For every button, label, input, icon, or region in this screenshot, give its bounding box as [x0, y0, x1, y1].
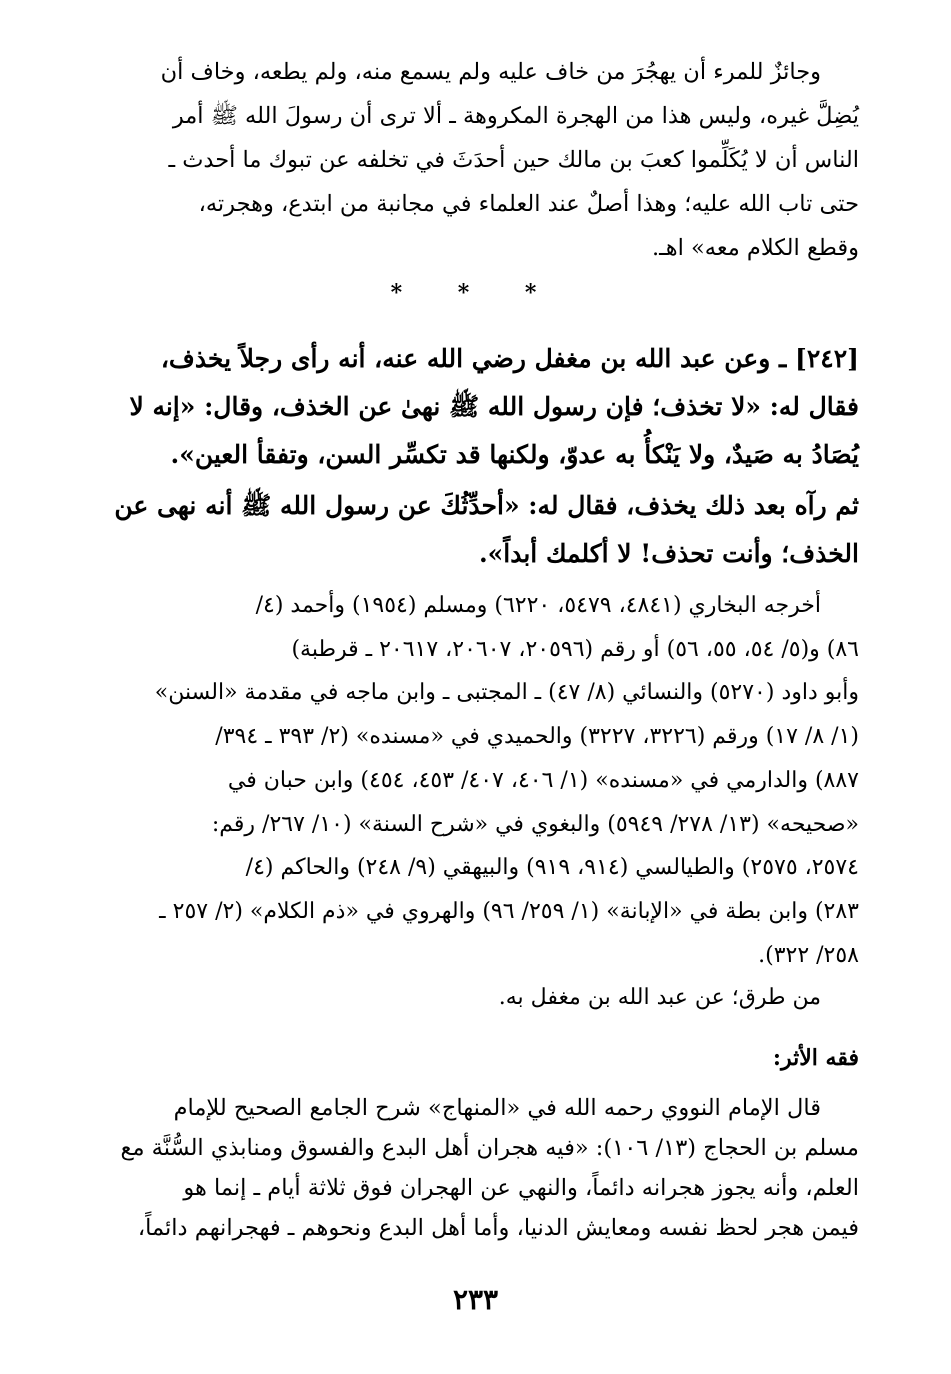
takhrij-line: «صحيحه» (١٣/ ٢٧٨/ ٥٩٤٩) والبغوي في «شرح السنة» (١٠/ ٢٦٧/ رقم:	[211, 811, 859, 837]
hadith-line: الخذف؛ وأنت تحذف! لا أكلمك أبداً».	[478, 539, 859, 568]
takhrij-line: أخرجه البخاري (٤٨٤١، ٥٤٧٩، ٦٢٢٠) ومسلم (١٩٥٤) وأحمد (٤/	[255, 593, 821, 618]
takhrij-line: ٨٦) و(٥/ ٥٤، ٥٥، ٥٦) أو رقم (٢٠٥٩٦، ٢٠٦٠٧، ٢٠٦١٧ ـ قرطبة)	[291, 636, 859, 662]
hadith-line: ثم رآه بعد ذلك يخذف، فقال له: «أحدِّثُكَ عن رسول الله ﷺ أنه نهى عن	[114, 491, 859, 520]
hadith-line: [٢٤٢] ـ وعن عبد الله بن مغفل رضي الله عنه، أنه رأى رجلاً يخذف،	[160, 344, 859, 373]
takhrij-paragraph	[91, 584, 859, 977]
page-number: ٢٣٣	[452, 1283, 499, 1316]
takhrij-line: ٢٨٣) وابن بطة في «الإبانة» (١/ ٢٥٩/ ٩٦) والهروي في «ذم الكلام» (٢/ ٢٥٧ ـ	[159, 898, 859, 924]
section-separator: * * *	[390, 280, 561, 306]
intro-paragraph	[91, 50, 859, 270]
hadith-line: فقال له: «لا تخذف؛ فإن رسول الله ﷺ نهىٰ عن الخذف، وقال: «إنه لا	[129, 392, 859, 421]
takhrij-line: ٢٥٨/ ٣٢٢).	[758, 942, 859, 968]
fiqh-line: العلم، وأنه يجوز هجرانه دائماً، والنهي عن الهجران فوق ثلاثة أيام ـ إنما هو	[183, 1175, 859, 1201]
text-line: وقطع الكلام معه» اهـ.	[652, 235, 859, 261]
fiqh-line: قال الإمام النووي رحمه الله في «المنهاج» شرح الجامع الصحيح للإمام	[173, 1095, 821, 1121]
fiqh-line: فيمن هجر لحظ نفسه ومعايش الدنيا، وأما أهل البدع ونحوهم ـ فهجرانهم دائماً،	[137, 1215, 859, 1241]
turuq-line: من طرق؛ عن عبد الله بن مغفل به.	[498, 985, 821, 1010]
text-line: يُضِلَّ غيره، وليس هذا من الهجرة المكروهة ـ ألا ترى أن رسولَ الله ﷺ أمر	[172, 103, 859, 129]
text-line: الناس أن لا يُكَلِّموا كعبَ بن مالك حين أحدَثَ في تخلفه عن تبوك ما أحدث ـ	[168, 147, 859, 173]
hadith-text	[91, 335, 859, 479]
takhrij-line: (١/ ٨/ ١٧) ورقم (٣٢٢٦، ٣٢٢٧) والحميدي في «مسنده» (٢/ ٣٩٣ ـ ٣٩٤/	[215, 724, 859, 750]
section-heading: فقه الأثر:	[772, 1045, 859, 1071]
fiqh-paragraph	[91, 1088, 859, 1248]
text-line: وجائزٌ للمرء أن يهجُرَ من خاف عليه ولم يسمع منه، ولم يطعه، وخاف أن	[160, 59, 821, 85]
hadith-continuation	[91, 482, 859, 578]
takhrij-line: ٢٥٧٤، ٢٥٧٥) والطيالسي (٩١٤، ٩١٩) والبيهقي (٩/ ٢٤٨) والحاكم (٤/	[245, 855, 859, 881]
takhrij-line: ٨٨٧) والدارمي في «مسنده» (١/ ٤٠٦، ٤٠٧/ ٤٥٣، ٤٥٤) وابن حبان في	[227, 767, 859, 793]
takhrij-line: وأبو داود (٥٢٧٠) والنسائي (٨/ ٤٧) ـ المجتبى ـ وابن ماجه في مقدمة «السنن»	[154, 680, 859, 706]
hadith-line: يُصَادُ به صَيدٌ، ولا يَنْكأُ به عدوّ، ولكنها قد تكسِّر السن، وتفقأ العين».	[170, 440, 859, 469]
text-line: حتى تاب الله عليه؛ وهذا أصلٌ عند العلماء في مجانبة من ابتدع، وهجرته،	[198, 191, 859, 217]
fiqh-line: مسلم بن الحجاج (١٣/ ١٠٦): «فيه هجران أهل البدع والفسوق ومنابذي السُّنَّة مع	[120, 1135, 859, 1161]
